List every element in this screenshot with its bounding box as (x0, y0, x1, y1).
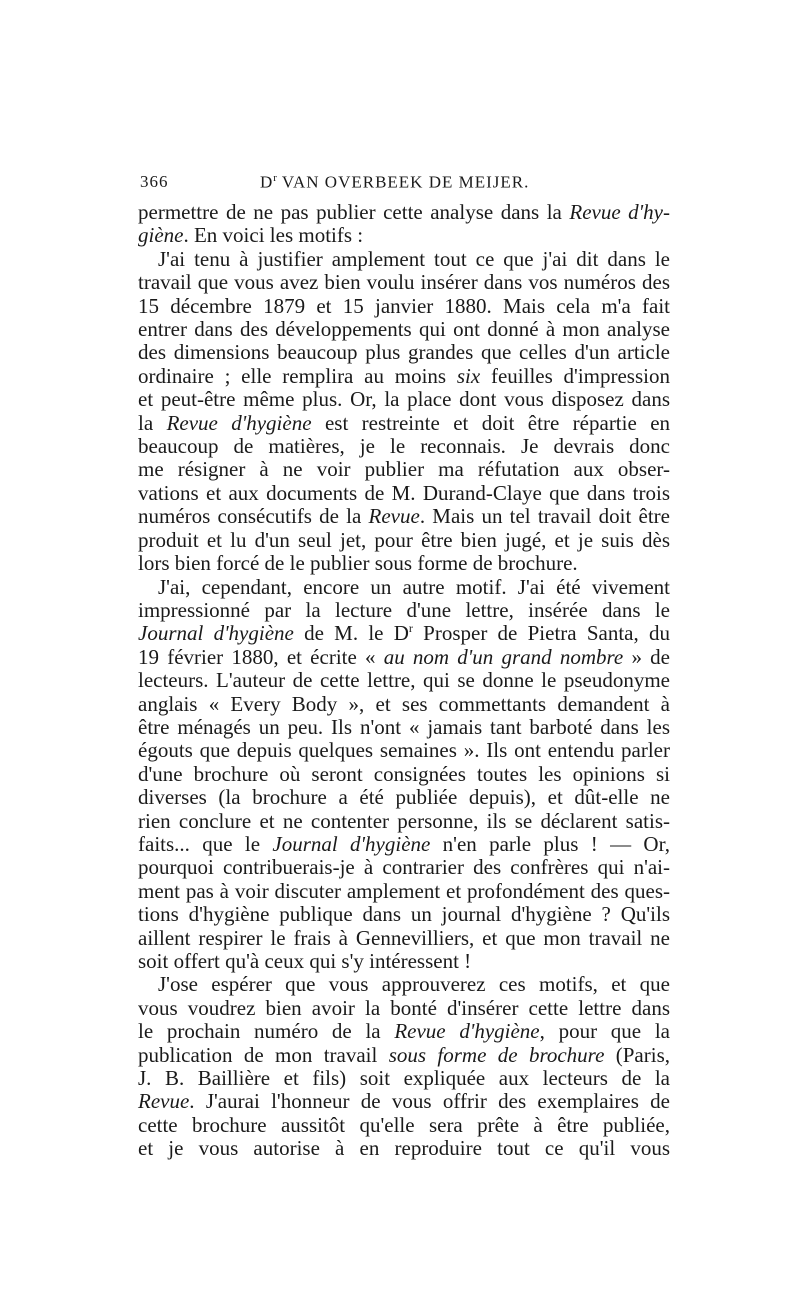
text-line: anglais « Every Body », et ses commettants demandent à (138, 691, 670, 716)
text-line: rien conclure et ne contenter personne, ils se déclarent satis- (138, 808, 670, 833)
text-line: et je vous autorise à en reproduire tout ce qu'il vous (138, 1136, 670, 1161)
text-line: 15 décembre 1879 et 15 janvier 1880. Mais cela m'a fait (138, 293, 670, 318)
text-line: pourquoi contribuerais-je à contrarier des confrères qui n'ai- (138, 855, 670, 880)
text-line: tions d'hygiène publique dans un journal d'hygiène ? Qu'ils (138, 902, 670, 927)
text-line: faits... que le Journal d'hygiène n'en parle plus ! — Or, (138, 831, 670, 856)
text-line: lecteurs. L'auteur de cette lettre, qui se donne le pseudonyme (138, 668, 670, 693)
text-line: et peut-être même plus. Or, la place dont vous disposez dans (138, 387, 670, 412)
letter-body-text (138, 201, 670, 1161)
text-line: la Revue d'hygiène est restreinte et doit être répartie en (138, 410, 671, 435)
running-head (140, 168, 668, 198)
text-line: publication de mon travail sous forme de brochure (Paris, (138, 1042, 670, 1067)
text-line: être ménagés un peu. Ils n'ont « jamais tant barboté dans les (138, 714, 670, 739)
text-line: travail que vous avez bien voulu insérer dans vos numéros des (138, 270, 670, 295)
text-line: J'ose espérer que vous approuverez ces motifs, et que (158, 972, 670, 997)
text-line: soit offert qu'à ceux qui s'y intéressent ! (138, 949, 472, 973)
text-line: ordinaire ; elle remplira au moins six feuilles d'impression (138, 363, 670, 388)
text-line: J'ai tenu à justifier amplement tout ce que j'ai dit dans le (158, 246, 670, 271)
running-title (260, 172, 668, 193)
text-line: J. B. Baillière et fils) soit expliquée aux lecteurs de la (138, 1066, 670, 1091)
text-line: vations et aux documents de M. Durand-Claye que dans trois (138, 480, 670, 505)
text-line: diverses (la brochure a été publiée depuis), et dût-elle ne (138, 785, 670, 810)
running-title-prefix: D (260, 172, 274, 192)
text-line: des dimensions beaucoup plus grandes que celles d'un article (138, 340, 670, 365)
text-line: J'ai, cependant, encore un autre motif. J'ai été vivement (158, 574, 670, 599)
text-line: ment pas à voir discuter amplement et profondément des ques- (138, 878, 670, 903)
text-line: cette brochure aussitôt qu'elle sera prête à être publiée, (138, 1112, 670, 1137)
text-line: entrer dans des développements qui ont donné à mon analyse (138, 317, 670, 342)
text-line: aillent respirer le frais à Gennevilliers, et que mon travail ne (138, 925, 670, 950)
text-line: permettre de ne pas publier cette analyse dans la Revue d'hy- (138, 200, 670, 224)
text-line: vous voudrez bien avoir la bonté d'insérer cette lettre dans (138, 995, 670, 1020)
running-title-rest: VAN OVERBEEK DE MEIJER. (281, 172, 530, 192)
text-line: numéros consécutifs de la Revue. Mais un tel travail doit être (138, 504, 670, 529)
text-line: giène. En voici les motifs : (138, 223, 364, 248)
text-line: beaucoup de matières, je le reconnais. Je devrais donc (138, 434, 670, 459)
running-title-sup: r (273, 172, 277, 184)
text-line: produit et lu d'un seul jet, pour être bien jugé, et je suis dès (138, 527, 670, 552)
text-line: 19 février 1880, et écrite « au nom d'un grand nombre » de (138, 644, 670, 669)
text-line: me résigner à ne voir publier ma réfutation aux obser- (138, 457, 670, 482)
text-line: Revue. J'aurai l'honneur de vous offrir des exemplaires de (138, 1089, 670, 1114)
text-line: le prochain numéro de la Revue d'hygiène, pour que la (138, 1019, 670, 1044)
page-number: 366 (140, 172, 169, 191)
text-line: d'une brochure où seront consignées toutes les opinions si (138, 761, 670, 786)
text-line: lors bien forcé de le publier sous forme de brochure. (138, 551, 578, 576)
text-line: impressionné par la lecture d'une lettre, insérée dans le (138, 597, 670, 622)
text-line: égouts que depuis quelques semaines ». Ils ont entendu parler (138, 738, 670, 763)
text-line: Journal d'hygiène de M. le $D^r$ Prosper de Pietra Santa, du (138, 621, 670, 646)
